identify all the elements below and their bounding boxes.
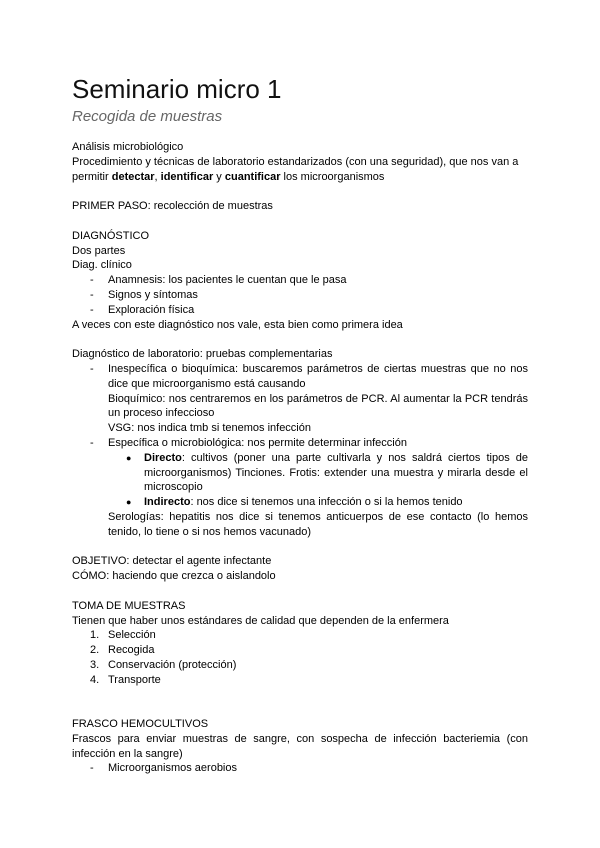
bioquimico-text: Bioquímico: nos centraremos en los parámetros de PCR. Al aumentar la PCR tendrás un proceso infeccioso (108, 392, 528, 420)
primer-paso: PRIMER PASO: recolección de muestras (72, 200, 273, 213)
dash-marker: - (90, 436, 94, 449)
intro-line-a: Procedimiento y técnicas de laboratorio estandarizados (con una seguridad), que nos van a (72, 155, 519, 168)
list-item: - Signos y síntomas (90, 288, 198, 301)
list-item: 4. Transporte (90, 673, 161, 686)
intro-heading: Análisis microbiológico (72, 141, 184, 153)
dash-marker: - (90, 274, 94, 287)
diagnostico-heading: DIAGNÓSTICO (72, 229, 150, 242)
doc-subtitle: Recogida de muestras (72, 108, 223, 125)
list-item: 3. Conservación (protección) (90, 658, 237, 671)
objetivo-line: OBJETIVO: detectar el agente infectante (72, 555, 272, 568)
laboratorio-heading: Diagnóstico de laboratorio: pruebas complementarias (72, 348, 333, 361)
list-item: ● Directo: cultivos (poner una parte cultivarla y nos saldrá ciertos tipos de microorganismos) Tinciones. Frotis: extender una muestra y mirarla desde el microscopio (126, 451, 528, 494)
diagnostico-closing: A veces con este diagnóstico nos vale, esta bien como primera idea (72, 318, 403, 331)
list-item: - Exploración física (90, 303, 195, 316)
doc-body (72, 140, 528, 776)
list-item: - Específica o microbiológica: nos permite determinar infección (90, 436, 407, 449)
laboratorio-list (72, 362, 528, 392)
diagnostico-line1: Dos partes (72, 244, 126, 257)
frasco-text: Frascos para enviar muestras de sangre, con sospecha de infección bacteriemia (con infección en la sangre) (72, 732, 528, 760)
dash-marker: - (90, 288, 94, 301)
dash-marker: - (90, 362, 94, 375)
bullet-marker: ● (126, 497, 132, 508)
clinico-list (72, 273, 528, 317)
list-item: 1. Selección (90, 629, 156, 642)
serologias-text: Serologías: hepatitis nos dice si tenemos anticuerpos de ese contacto (lo hemos tenido, lo tiene o si nos hemos vacunado) (108, 510, 528, 538)
diagnostico-line2: Diag. clínico (72, 259, 132, 272)
list-item: - Anamnesis: los pacientes le cuentan que le pasa (90, 274, 347, 287)
intro-line-b: permitir detectar, identificar y cuantificar los microorganismos (72, 170, 385, 183)
frasco-heading: FRASCO HEMOCULTIVOS (72, 718, 209, 731)
vsg-text: VSG: nos indica tmb si tenemos infección (108, 422, 311, 435)
list-item: - Inespecífica o bioquímica: buscaremos parámetros de ciertas muestras que no nos dice que microorganismo está causando (90, 362, 528, 390)
doc-title: Seminario micro 1 (72, 74, 282, 104)
list-item: - Microorganismos aerobios (90, 762, 237, 775)
bold-cuantificar: cuantificar (224, 170, 281, 183)
dash-marker: - (90, 303, 94, 316)
list-item: 2. Recogida (90, 644, 155, 657)
list-item: ● Indirecto: nos dice si tenemos una infección o si la hemos tenido (126, 496, 463, 509)
especifica-sublist (72, 451, 528, 510)
especifica-list (72, 436, 528, 451)
dash-marker: - (90, 762, 94, 775)
bullet-marker: ● (126, 452, 132, 463)
toma-heading: TOMA DE MUESTRAS (72, 599, 186, 612)
toma-list (72, 628, 528, 687)
como-line: CÓMO: haciendo que crezca o aislandolo (72, 570, 276, 583)
bold-detectar: detectar (111, 170, 155, 183)
bold-identificar: identificar (160, 170, 214, 183)
toma-intro: Tienen que haber unos estándares de calidad que dependen de la enfermera (72, 614, 449, 627)
frasco-list (72, 761, 528, 776)
